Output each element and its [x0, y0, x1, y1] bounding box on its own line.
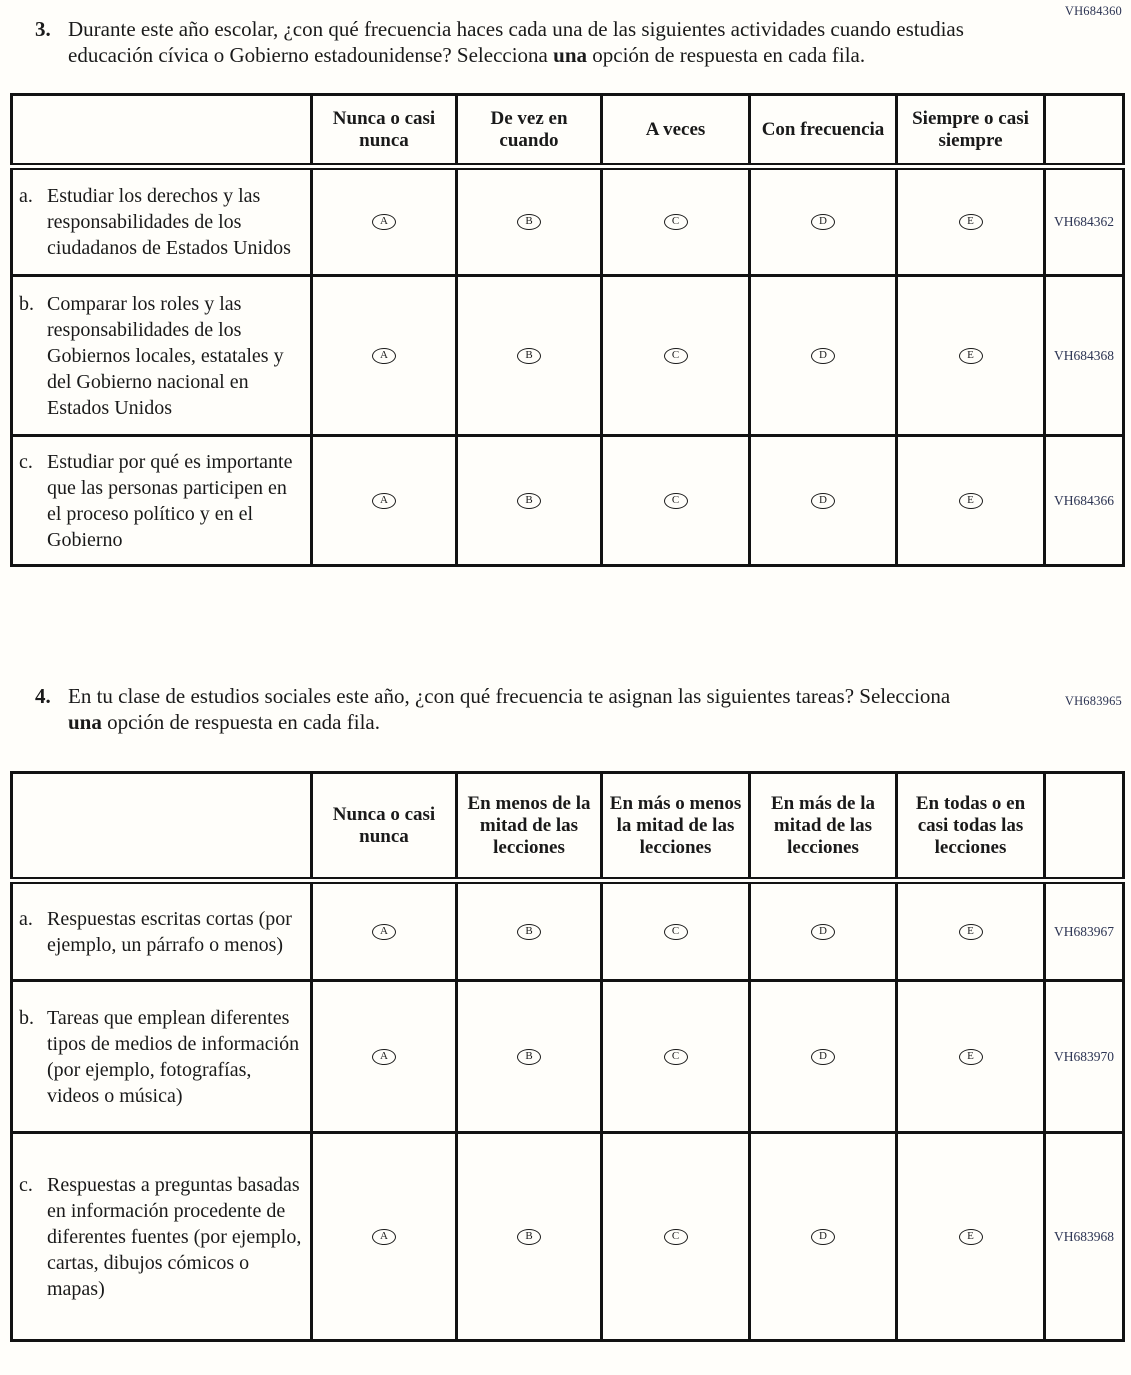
- answer-cell-d[interactable]: [750, 276, 897, 436]
- bubble-letter: C: [671, 493, 680, 506]
- answer-bubble-d[interactable]: [811, 493, 835, 509]
- answer-cell-e[interactable]: [897, 276, 1045, 436]
- header-option-5: Siempre o casi siempre: [897, 95, 1045, 167]
- question-3-number: 3.: [35, 17, 51, 41]
- bubble-letter: D: [819, 215, 827, 228]
- bubble-letter: D: [819, 348, 827, 361]
- question-3-text-bold: una: [553, 43, 587, 67]
- answer-cell-c[interactable]: [602, 167, 750, 276]
- bubble-letter: C: [671, 215, 680, 228]
- row-label: b.: [19, 292, 34, 315]
- question-4-number: 4.: [35, 684, 51, 708]
- bubble-letter: E: [967, 493, 974, 506]
- row-stem: [12, 881, 312, 981]
- header-empty-stem: [12, 95, 312, 167]
- row-item-code: VH684368: [1045, 276, 1124, 436]
- header-option-2: En menos de la mitad de las lecciones: [457, 773, 602, 881]
- table-row: [12, 881, 1124, 981]
- answer-bubble-a[interactable]: [372, 924, 396, 940]
- answer-bubble-d[interactable]: [811, 1049, 835, 1065]
- header-option-1: Nunca o casi nunca: [312, 773, 457, 881]
- answer-bubble-c[interactable]: [664, 493, 688, 509]
- bubble-letter: B: [525, 924, 533, 937]
- answer-bubble-b[interactable]: [517, 924, 541, 940]
- answer-bubble-a[interactable]: [372, 1049, 396, 1065]
- answer-bubble-e[interactable]: [959, 1049, 983, 1065]
- question-3-text-part2: opción de respuesta en cada fila.: [587, 43, 866, 67]
- bubble-letter: B: [525, 215, 533, 228]
- row-label: a.: [19, 907, 33, 930]
- answer-bubble-d[interactable]: [811, 214, 835, 230]
- answer-cell-e[interactable]: [897, 1133, 1045, 1341]
- row-item-code: VH684366: [1045, 436, 1124, 566]
- answer-bubble-e[interactable]: [959, 493, 983, 509]
- table-row: [12, 436, 1124, 566]
- answer-cell-c[interactable]: [602, 276, 750, 436]
- answer-bubble-b[interactable]: [517, 493, 541, 509]
- answer-bubble-e[interactable]: [959, 348, 983, 364]
- bubble-letter: E: [967, 215, 974, 228]
- answer-cell-e[interactable]: [897, 981, 1045, 1133]
- row-label: a.: [19, 185, 33, 207]
- row-stem: [12, 436, 312, 566]
- row-text: Comparar los roles y las responsabilidades de los Gobiernos locales, estatales y del Gobierno nacional en Estados Unidos: [47, 292, 284, 419]
- answer-bubble-b[interactable]: [517, 1229, 541, 1245]
- bubble-letter: A: [380, 348, 388, 361]
- row-text: Estudiar por qué es importante que las personas participen en el proceso político y en el Gobierno: [47, 450, 293, 551]
- answer-bubble-a[interactable]: [372, 493, 396, 509]
- question-4-text-bold: una: [68, 710, 102, 734]
- row-label: b.: [19, 1006, 34, 1029]
- bubble-letter: D: [819, 924, 827, 937]
- bubble-letter: A: [380, 215, 388, 228]
- bubble-letter: B: [525, 348, 533, 361]
- header-empty-code: [1045, 773, 1124, 881]
- bubble-letter: E: [967, 1049, 974, 1062]
- header-option-4: Con frecuencia: [750, 95, 897, 167]
- answer-bubble-c[interactable]: [664, 348, 688, 364]
- bubble-letter: C: [671, 924, 680, 937]
- answer-cell-a[interactable]: [312, 981, 457, 1133]
- bubble-letter: A: [380, 1049, 388, 1062]
- answer-cell-c[interactable]: [602, 881, 750, 981]
- header-option-1: Nunca o casi nunca: [312, 95, 457, 167]
- answer-bubble-a[interactable]: [372, 348, 396, 364]
- answer-cell-d[interactable]: [750, 981, 897, 1133]
- row-stem: [12, 981, 312, 1133]
- bubble-letter: A: [380, 1229, 388, 1242]
- answer-cell-c[interactable]: [602, 1133, 750, 1341]
- answer-bubble-e[interactable]: [959, 1229, 983, 1245]
- answer-cell-b[interactable]: [457, 167, 602, 276]
- question-4-text-part2: opción de respuesta en cada fila.: [101, 710, 380, 734]
- row-label: c.: [19, 1173, 33, 1196]
- answer-bubble-e[interactable]: [959, 214, 983, 230]
- bubble-letter: C: [671, 1049, 680, 1062]
- table-row: [12, 1133, 1124, 1341]
- answer-cell-b[interactable]: [457, 436, 602, 566]
- question-3-prompt: [35, 16, 970, 68]
- bubble-letter: C: [671, 1229, 680, 1242]
- answer-bubble-c[interactable]: [664, 924, 688, 940]
- answer-bubble-c[interactable]: [664, 1229, 688, 1245]
- bubble-letter: D: [819, 1049, 827, 1062]
- question-4-page-code: VH683965: [1064, 694, 1122, 708]
- answer-bubble-d[interactable]: [811, 1229, 835, 1245]
- header-option-2: De vez en cuando: [457, 95, 602, 167]
- row-text: Estudiar los derechos y las responsabilidades de los ciudadanos de Estados Unidos: [47, 185, 291, 259]
- answer-cell-c[interactable]: [602, 981, 750, 1133]
- table-header-row: [12, 773, 1124, 881]
- question-3-text: [68, 16, 968, 68]
- header-empty-stem: [12, 773, 312, 881]
- answer-bubble-c[interactable]: [664, 1049, 688, 1065]
- answer-cell-c[interactable]: [602, 436, 750, 566]
- table-header-row: [12, 95, 1124, 167]
- row-stem: [12, 167, 312, 276]
- bubble-letter: D: [819, 1229, 827, 1242]
- row-stem: [12, 276, 312, 436]
- answer-bubble-b[interactable]: [517, 214, 541, 230]
- answer-bubble-b[interactable]: [517, 1049, 541, 1065]
- row-text: Respuestas escritas cortas (por ejemplo, un párrafo o menos): [47, 907, 292, 956]
- answer-cell-e[interactable]: [897, 881, 1045, 981]
- row-item-code: VH683970: [1045, 981, 1124, 1133]
- bubble-letter: A: [380, 493, 388, 506]
- answer-bubble-d[interactable]: [811, 924, 835, 940]
- bubble-letter: B: [525, 1049, 533, 1062]
- row-stem: [12, 1133, 312, 1341]
- row-item-code: VH684362: [1045, 167, 1124, 276]
- answer-bubble-e[interactable]: [959, 924, 983, 940]
- answer-cell-b[interactable]: [457, 276, 602, 436]
- question-3-page-code: VH684360: [1064, 4, 1122, 18]
- question-3: [35, 0, 970, 68]
- bubble-letter: B: [525, 493, 533, 506]
- answer-bubble-d[interactable]: [811, 348, 835, 364]
- row-text: Tareas que emplean diferentes tipos de medios de información (por ejemplo, fotografías, videos o música): [47, 1006, 300, 1107]
- row-text: Respuestas a preguntas basadas en información procedente de diferentes fuentes (por ejemplo, cartas, dibujos cómicos o mapas): [47, 1173, 302, 1300]
- answer-cell-a[interactable]: [312, 167, 457, 276]
- answer-bubble-a[interactable]: [372, 214, 396, 230]
- question-4-text-part1: En tu clase de estudios sociales este año, ¿con qué frecuencia te asignan las siguientes tareas? Selecciona: [68, 684, 951, 708]
- answer-cell-b[interactable]: [457, 981, 602, 1133]
- answer-cell-a[interactable]: [312, 881, 457, 981]
- header-option-5: En todas o en casi todas las lecciones: [897, 773, 1045, 881]
- question-3-response-table: [10, 93, 1125, 567]
- answer-cell-b[interactable]: [457, 1133, 602, 1341]
- bubble-letter: B: [525, 1229, 533, 1242]
- answer-bubble-b[interactable]: [517, 348, 541, 364]
- question-4-prompt: [35, 683, 970, 735]
- table-row: [12, 981, 1124, 1133]
- question-4-response-table: [10, 771, 1125, 1342]
- question-4: [35, 683, 970, 735]
- answer-cell-e[interactable]: [897, 436, 1045, 566]
- bubble-letter: D: [819, 493, 827, 506]
- header-option-3: En más o menos la mitad de las lecciones: [602, 773, 750, 881]
- answer-cell-a[interactable]: [312, 436, 457, 566]
- bubble-letter: A: [380, 924, 388, 937]
- bubble-letter: C: [671, 348, 680, 361]
- header-option-4: En más de la mitad de las lecciones: [750, 773, 897, 881]
- answer-cell-b[interactable]: [457, 881, 602, 981]
- bubble-letter: E: [967, 348, 974, 361]
- bubble-letter: E: [967, 924, 974, 937]
- answer-cell-d[interactable]: [750, 881, 897, 981]
- row-item-code: VH683968: [1045, 1133, 1124, 1341]
- answer-bubble-a[interactable]: [372, 1229, 396, 1245]
- bubble-letter: E: [967, 1229, 974, 1242]
- row-item-code: VH683967: [1045, 881, 1124, 981]
- row-label: c.: [19, 450, 33, 473]
- answer-cell-a[interactable]: [312, 1133, 457, 1341]
- question-4-text: [68, 683, 968, 735]
- table-row: [12, 276, 1124, 436]
- header-empty-code: [1045, 95, 1124, 167]
- answer-bubble-c[interactable]: [664, 214, 688, 230]
- header-option-3: A veces: [602, 95, 750, 167]
- table-row: [12, 167, 1124, 276]
- answer-cell-d[interactable]: [750, 1133, 897, 1341]
- answer-cell-d[interactable]: [750, 436, 897, 566]
- question-3-text-part1: Durante este año escolar, ¿con qué frecuencia haces cada una de las siguientes actividades cuando estudias educación cívica o Gobierno estadounidense? Selecciona: [68, 17, 964, 67]
- answer-cell-a[interactable]: [312, 276, 457, 436]
- answer-cell-e[interactable]: [897, 167, 1045, 276]
- answer-cell-d[interactable]: [750, 167, 897, 276]
